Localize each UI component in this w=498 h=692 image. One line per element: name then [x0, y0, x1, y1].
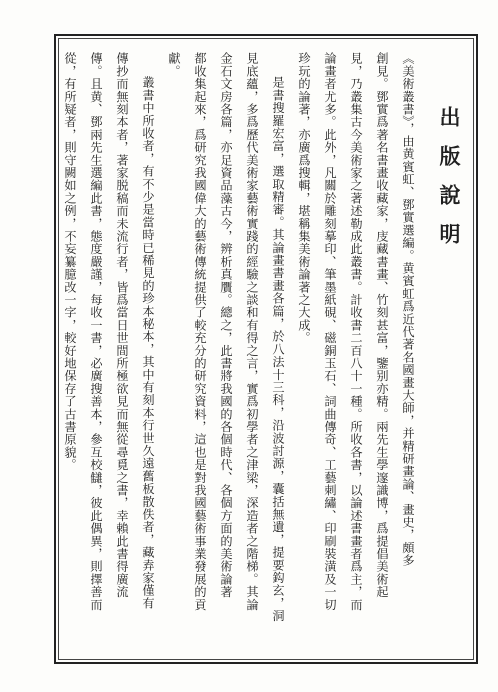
text-column: 都收集起來，爲研究我國偉大的藝術傳統提供了較充分的研究資料，這也是對我國藝術事業發展的貢 [193, 52, 207, 611]
text-column: 傳。且黄、鄧兩先生選編此書，態度嚴謹，每收一書，必廣搜善本，參互校讎，彼此偶異，則擇善而 [89, 52, 103, 611]
text-column: 叢書中所收者，有不少是當時已稀見的珍本秘本，其中有刻本行世久遠舊板散佚者，藏弆家僅有 [141, 76, 155, 610]
text-column: 金石文房各篇，亦足資品藻古今，辨析真贋。總之，此書將我國的各個時代、各個方面的美術論著 [219, 52, 233, 599]
text-column: 見，乃叢集古今美術家之著述勒成此叢書。計收書二百八十一種。所收各書，以論述書畫者爲主，而 [349, 52, 363, 611]
text-column: 傳抄而無刻本者，著家脱稿而未流行者，皆爲當日世間所極欲見而無從尋覓之書，幸賴此書得廣流 [115, 52, 129, 599]
page-title: 出版說明 [437, 106, 462, 262]
text-column: 珍玩的論著，亦廣爲搜輯，堪稱集美術論著之大成。 [297, 52, 311, 345]
text-column: 是書搜羅宏富，選取精審。其論畫書畫各篇，於八法十三科，沿波討源，囊括無遺，提要鈎玄，洞 [271, 76, 285, 623]
text-column: 從，有所疑者，則守闕如之例，不妄纂臆改一字，較好地保存了古書原貌。 [63, 52, 77, 472]
text-column: 論畫者尤多。此外，凡關於雕刻摹印、筆墨紙硯、磁銅玉石、詞曲傳奇、工藝刺繡、印刷裝潢及一切 [323, 52, 337, 611]
text-column: 獻。 [167, 52, 181, 78]
text-column: 《美術叢書》，由黄賓虹、鄧實選編。黄賓虹爲近代著名國畫大師，并精研畫論、畫史，頗多 [401, 52, 415, 567]
text-area [63, 52, 468, 652]
text-column: 創見。鄧實爲著名書畫收藏家，庋藏書畫、竹刻甚富，鑒别亦精。兩先生學邃識博，爲提倡美術起 [375, 52, 389, 599]
text-column: 見底蘊，多爲歷代美術家藝術實踐的經驗之談和有得之言，實爲初學者之津梁，深造者之階梯。其論 [245, 52, 259, 611]
